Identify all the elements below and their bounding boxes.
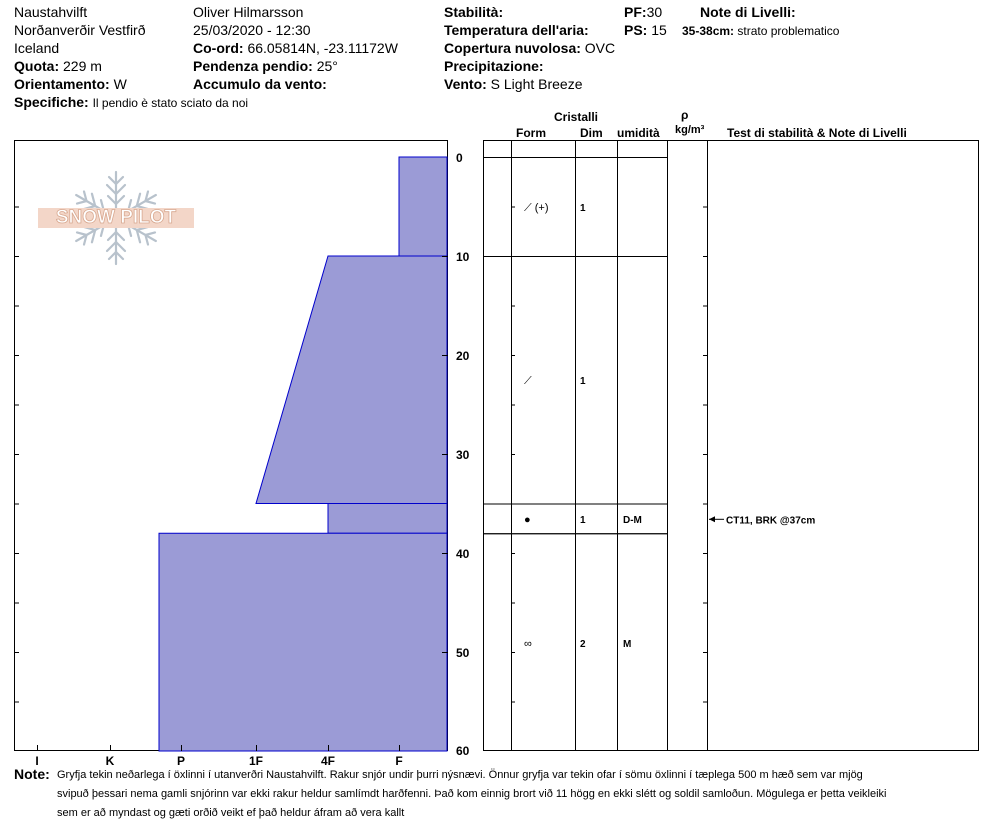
hardness-label: I <box>35 754 39 768</box>
observer-name: Oliver Hilmarsson <box>193 4 304 20</box>
layer-table-frame <box>484 141 979 751</box>
header-form: Form <box>516 126 546 140</box>
hardness-layer-1 <box>256 256 447 504</box>
hardness-label: K <box>105 754 115 768</box>
region-name: Norðanverðir Vestfirð <box>14 22 146 38</box>
precipitation-label: Precipitazione: <box>444 58 544 74</box>
layer-grain-size: 1 <box>580 203 586 214</box>
problem-layer-range: 35-38cm: <box>682 24 735 38</box>
elevation-label: Quota: <box>14 58 60 74</box>
notes-label: Note: <box>14 766 50 782</box>
layer-grain-form: ● <box>524 514 531 526</box>
test-result: CT11, BRK @37cm <box>726 515 816 527</box>
stability-label: Stabilità: <box>444 4 504 20</box>
hardness-layer-3 <box>159 533 447 751</box>
layer-grain-form: ⟋ <box>524 375 532 387</box>
hardness-layer-2 <box>328 504 447 534</box>
layer-grain-form: ⟋ (+) <box>524 202 549 214</box>
specifics-label: Specifiche: <box>14 94 89 110</box>
coordinates-label: Co-ord: <box>193 40 244 56</box>
observation-datetime: 25/03/2020 - 12:30 <box>193 22 311 38</box>
depth-label: 10 <box>456 250 470 264</box>
wind-value: S Light Breeze <box>490 76 583 92</box>
location-name: Naustahvilft <box>14 4 88 20</box>
depth-label: 60 <box>456 744 470 758</box>
coordinates-value: 66.05814N, -23.11172W <box>247 40 398 56</box>
depth-label: 40 <box>456 547 470 561</box>
layer-moisture: D-M <box>623 515 642 526</box>
ps-value: 15 <box>651 22 667 38</box>
header-rho: ρ <box>681 108 689 122</box>
depth-label: 50 <box>456 646 470 660</box>
notes-line-2: svipuð þessari nema gamli snjórinn var ekki rakur heldur samlímdt harðfenni. Það kom einnig brort við 11 högg en ekki slétt og soldil samloðun. Mögulega er þetta veikleiki <box>57 788 887 800</box>
slope-label: Pendenza pendio: <box>193 58 313 74</box>
pf-label: PF: <box>624 4 647 20</box>
header-density-unit: kg/m³ <box>675 124 705 136</box>
aspect-value: W <box>113 76 127 92</box>
hardness-label: 1F <box>248 754 264 768</box>
snowpilot-logo-text: SNOW PILOT <box>38 208 194 228</box>
test-arrow-head <box>709 516 715 522</box>
problem-layer-text: strato problematico <box>737 24 840 38</box>
wind-label: Vento: <box>444 76 487 92</box>
air-temp-label: Temperatura dell'aria: <box>444 22 589 38</box>
layer-grain-size: 1 <box>580 515 586 526</box>
layer-grain-size: 2 <box>580 639 586 650</box>
elevation-value: 229 m <box>63 58 102 74</box>
aspect-label: Orientamento: <box>14 76 110 92</box>
pf-value: 30 <box>646 4 663 20</box>
notes-line-1: Gryfja tekin neðarlega í öxlinni í utanverðri Naustahvilft. Rakur snjór undir þurri nýsnævi. Önnur gryfja var tekin ofar í sömu öxlinni í tæplega 500 m hæð sem var mjög <box>57 769 863 781</box>
depth-label: 20 <box>456 349 470 363</box>
depth-label: 30 <box>456 448 470 462</box>
hardness-layer-0 <box>399 157 447 256</box>
layer-notes-label: Note di Livelli: <box>700 4 796 20</box>
cloud-value: OVC <box>584 40 616 56</box>
header-moisture: umidità <box>617 126 660 140</box>
layer-moisture: M <box>623 639 632 650</box>
ps-label: PS: <box>624 22 648 38</box>
hardness-label: P <box>176 754 186 768</box>
layer-grain-size: 1 <box>580 376 586 387</box>
cloud-label: Copertura nuvolosa: <box>444 40 581 56</box>
hardness-label: 4F <box>320 754 336 768</box>
notes-line-3: sem er að myndast og gæti orðið veikt ef það heldur áfram að vera kallt <box>57 807 405 819</box>
header-crystals: Cristalli <box>554 110 599 124</box>
depth-label: 0 <box>456 151 463 165</box>
hardness-label: F <box>395 754 403 768</box>
layer-grain-form: ∞ <box>524 638 532 650</box>
country-name: Iceland <box>14 40 60 56</box>
specifics-value: Il pendio è stato sciato da noi <box>92 96 249 110</box>
header-tests: Test di stabilità & Note di Livelli <box>727 126 907 140</box>
wind-loading-label: Accumulo da vento: <box>193 76 327 92</box>
header-dim: Dim <box>580 126 603 140</box>
slope-value: 25° <box>316 58 338 74</box>
